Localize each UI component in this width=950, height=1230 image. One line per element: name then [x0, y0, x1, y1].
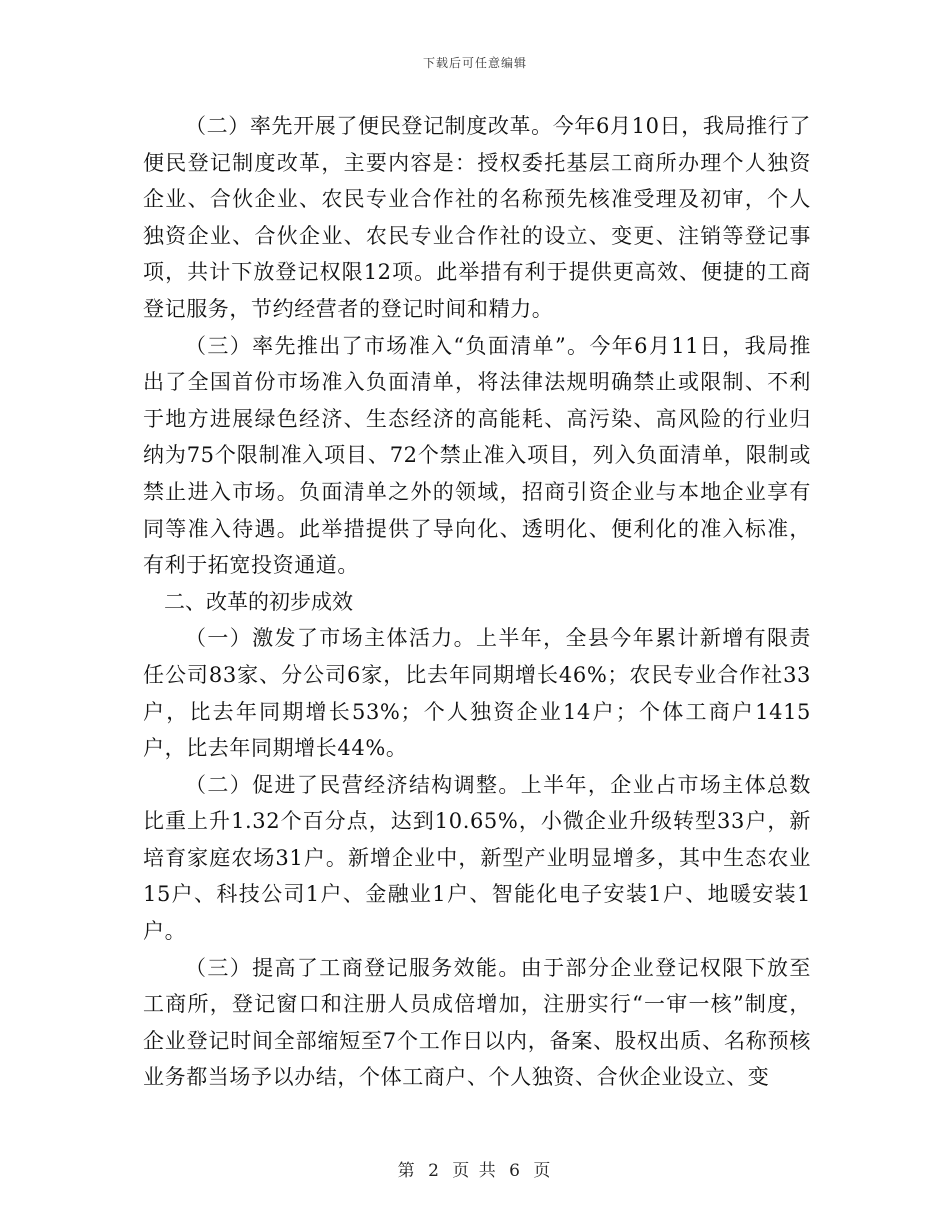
section-heading-results: 二、改革的初步成效 — [164, 589, 353, 614]
page-footer-prefix: 第 — [397, 1161, 417, 1181]
paragraph-convenience-registration: （二）率先开展了便民登记制度改革。今年6月10日，我局推行了便民登记制度改革，主要内容是：授权委托基层工商所办理个人独资企业、合伙企业、农民专业合作社的名称预先核准受理及初审，个人独资企业、合伙企业、农民专业合作社的设立、变更、注销等登记事项，共计下放登记权限12项。此举措有利于提供更高效、便捷的工商登记服务，节约经营者的登记时间和精力。 — [143, 114, 811, 321]
document-body — [143, 108, 811, 1096]
current-page-number: 2 — [428, 1161, 441, 1181]
paragraph-structure-adjustment: （二）促进了民营经济结构调整。上半年，企业占市场主体总数比重上升1.32个百分点，达到10.65%，小微企业升级转型33户，新培育家庭农场31户。新增企业中，新型产业明显增多，其中生态农业15户、科技公司1户、金融业1户、智能化电子安装1户、地暖安装1户。 — [143, 772, 811, 944]
paragraph-negative-list: （三）率先推出了市场准入“负面清单”。今年6月11日，我局推出了全国首份市场准入负面清单，将法律法规明确禁止或限制、不利于地方进展绿色经济、生态经济的高能耗、高污染、高风险的行业归纳为75个限制准入项目、72个禁止准入项目，列入负面清单，限制或禁止进入市场。负面清单之外的领域，招商引资企业与本地企业享有同等准入待遇。此举措提供了导向化、透明化、便利化的准入标准，有利于拓宽投资通道。 — [143, 333, 811, 578]
page-footer-middle: 页 共 — [452, 1161, 498, 1181]
total-page-count: 6 — [509, 1161, 522, 1181]
page-footer-suffix: 页 — [533, 1161, 553, 1181]
page-header: 下载后可任意编辑 — [422, 56, 527, 70]
page-footer — [0, 1156, 950, 1181]
paragraph-market-vitality: （一）激发了市场主体活力。上半年，全县今年累计新增有限责任公司83家、分公司6家，比去年同期增长46%；农民专业合作社33户，比去年同期增长53%；个人独资企业14户；个体工商户1415户，比去年同期增长44%。 — [143, 626, 811, 761]
paragraph-service-efficiency: （三）提高了工商登记服务效能。由于部分企业登记权限下放至工商所，登记窗口和注册人员成倍增加，注册实行“一审一核”制度，企业登记时间全部缩短至7个工作日以内，备案、股权出质、名称预核业务都当场予以办结，个体工商户、个人独资、合伙企业设立、变 — [143, 955, 811, 1090]
